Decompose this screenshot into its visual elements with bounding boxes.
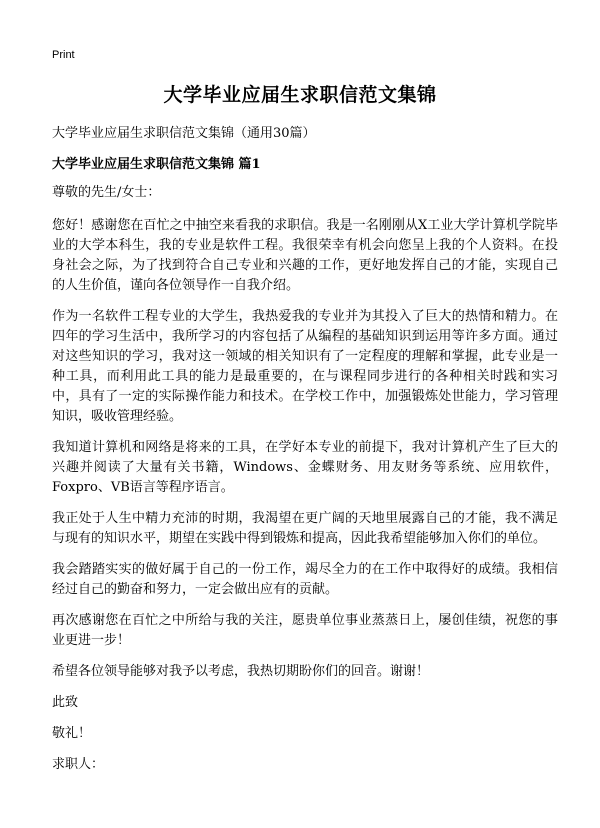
paragraph-commitment: 我会踏踏实实的做好属于自己的一份工作，竭尽全力的在工作中取得好的成绩。我相信经过自己的勤奋和努力，一定会做出应有的贡献。 [52,562,558,597]
closing-line: 此致 [52,695,79,710]
page-title: 大学毕业应届生求职信范文集锦 [163,84,437,106]
closing-salute: 敬礼！ [52,726,92,741]
letter-body [52,183,558,786]
paragraph-major: 作为一名软件工程专业的大学生，我热爱我的专业并为其投入了巨大的热情和精力。在四年的学习生活中，我所学习的内容包括了从编程的基础知识到运用等许多方面。通过对这些知识的学习，我对这一领域的相关知识有了一定程度的理解和掌握，此专业是一种工具，而利用此工具的能力是最重要的，在与课程同步进行的各种相关时践和实习中，具有了一定的实际操作能力和技术。在学校工作中，加强锻炼处世能力，学习管理知识，吸收管理经验。 [52,309,558,424]
print-link[interactable]: Print [52,49,75,61]
paragraph-computer: 我知道计算机和网络是将来的工具，在学好本专业的前提下，我对计算机产生了巨大的兴趣并阅读了大量有关书籍，Windows、金蝶财务、用友财务等系统、应用软件，Foxpro、VB语言等程序语言。 [52,440,558,495]
paragraph-greeting: 您好！感谢您在百忙之中抽空来看我的求职信。我是一名刚刚从X工业大学计算机学院毕业的大学本科生，我的专业是软件工程。我很荣幸有机会向您呈上我的个人资料。在投身社会之际，为了找到符合自己专业和兴趣的工作，更好地发挥自己的才能，实现自己的人生价值，谨向各位领导作一自我介绍。 [52,218,558,293]
paragraph-hope: 希望各位领导能够对我予以考虑，我热切期盼你们的回音。谢谢！ [52,664,430,679]
paragraph-thanks: 再次感谢您在百忙之中所给与我的关注，愿贵单位事业蒸蒸日上，屡创佳绩，祝您的事业更进一步！ [52,613,558,648]
salutation: 尊敬的先生/女士： [52,185,161,200]
section-heading: 大学毕业应届生求职信范文集锦 篇1 [52,157,261,172]
signature-line: 求职人： [52,757,105,772]
paragraph-ambition: 我正处于人生中精力充沛的时期，我渴望在更广阔的天地里展露自己的才能，我不满足与现有的知识水平，期望在实践中得到锻炼和提高，因此我希望能够加入你们的单位。 [52,511,558,546]
document-subtitle: 大学毕业应届生求职信范文集锦（通用30篇） [52,126,316,141]
